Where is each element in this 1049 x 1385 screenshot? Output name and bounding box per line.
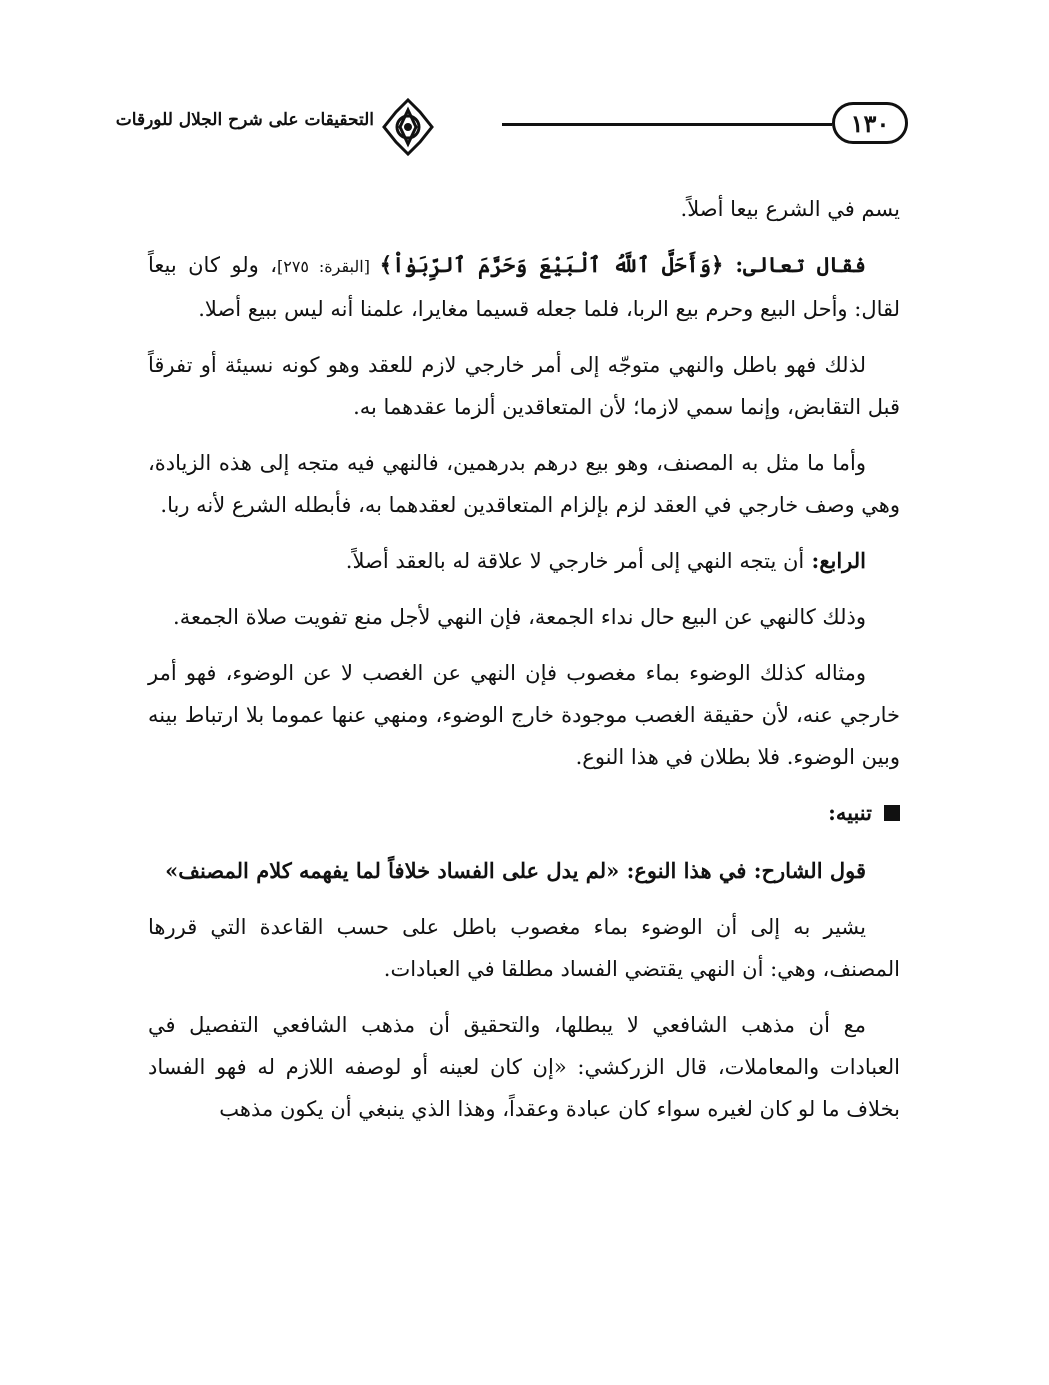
quote-label: قول الشارح: <box>746 858 866 883</box>
paragraph-lead: فقال تعالى: <box>723 252 866 277</box>
paragraph-4: وأما ما مثل به المصنف، وهو بيع درهم بدرهمين، فالنهي فيه متجه إلى هذه الزيادة، وهي وصف خارجي في العقد لزم بإلزام المتعاقدين لعقدهما به، فأبطله الشرع لأنه ربا. <box>148 451 900 517</box>
page-body <box>148 188 900 1144</box>
header-rule <box>502 123 832 126</box>
note-paragraph-2: مع أن مذهب الشافعي لا يبطلها، والتحقيق أن مذهب الشافعي التفصيل في العبادات والمعاملات، قال الزركشي: «إن كان لعينه أو لوصفه اللازم له فهو الفساد بخلاف ما لو كان لغيره سواء كان عبادة وعقداً، وهذا الذي ينبغي أن يكون مذهب <box>148 1013 900 1121</box>
quran-verse: ﴿وَأَحَلَّ ٱللَّهُ ٱلْبَيْعَ وَحَرَّمَ ٱلرِّبَوٰاْ﴾ <box>379 252 724 277</box>
paragraph-6: وذلك كالنهي عن البيع حال نداء الجمعة، فإن النهي لأجل منع تفويت صلاة الجمعة. <box>173 605 866 629</box>
note-paragraph-1: يشير به إلى أن الوضوء بماء مغصوب باطل على حسب القاعدة التي قررها المصنف، وهي: أن النهي يقتضي الفساد مطلقا في العبادات. <box>148 915 900 981</box>
square-bullet-icon <box>884 805 900 821</box>
ornament-icon <box>380 96 436 158</box>
paragraph-7: ومثاله كذلك الوضوء بماء مغصوب فإن النهي عن الغصب لا عن الوضوء، فهو أمر خارجي عنه، لأن حقيقة الغصب موجودة خارج الوضوء، ومنهي عنها عموما بلا ارتباط بينه وبين الوضوء. فلا بطلان في هذا النوع. <box>148 661 900 769</box>
page-header <box>115 96 908 166</box>
verse-reference: [البقرة: ٢٧٥] <box>276 257 380 276</box>
paragraph-1: يسم في الشرع بيعا أصلاً. <box>680 197 900 221</box>
paragraph-5: الرابع: أن يتجه النهي إلى أمر خارجي لا علاقة له بالعقد أصلاً. <box>345 548 866 573</box>
page-number: ١٣٠ <box>832 102 908 144</box>
note-quote: قول الشارح: في هذا النوع: «لم يدل على الفساد خلافاً لما يفهمه كلام المصنف» <box>165 858 866 883</box>
paragraph-2: فقال تعالى: ﴿وَأَحَلَّ ٱللَّهُ ٱلْبَيْعَ وَحَرَّمَ ٱلرِّبَوٰاْ﴾ [البقرة: ٢٧٥]، ولو كان بيعاً لقال: وأحل البيع وحرم بيع الربا، فلما جعله قسيما مغايرا، علمنا أنه ليس ببيع أصلا. <box>148 252 900 321</box>
fourth-label: الرابع: <box>804 548 866 573</box>
book-title: التحقيقات على شرح الجلال للورقات <box>115 110 374 130</box>
paragraph-3: لذلك فهو باطل والنهي متوجّه إلى أمر خارجي لازم للعقد وهو كونه نسيئة أو تفرقاً قبل التقابض، وإنما سمي لازما؛ لأن المتعاقدين ألزما عقدهما به. <box>148 353 900 419</box>
note-heading: تنبيه: <box>148 792 900 834</box>
